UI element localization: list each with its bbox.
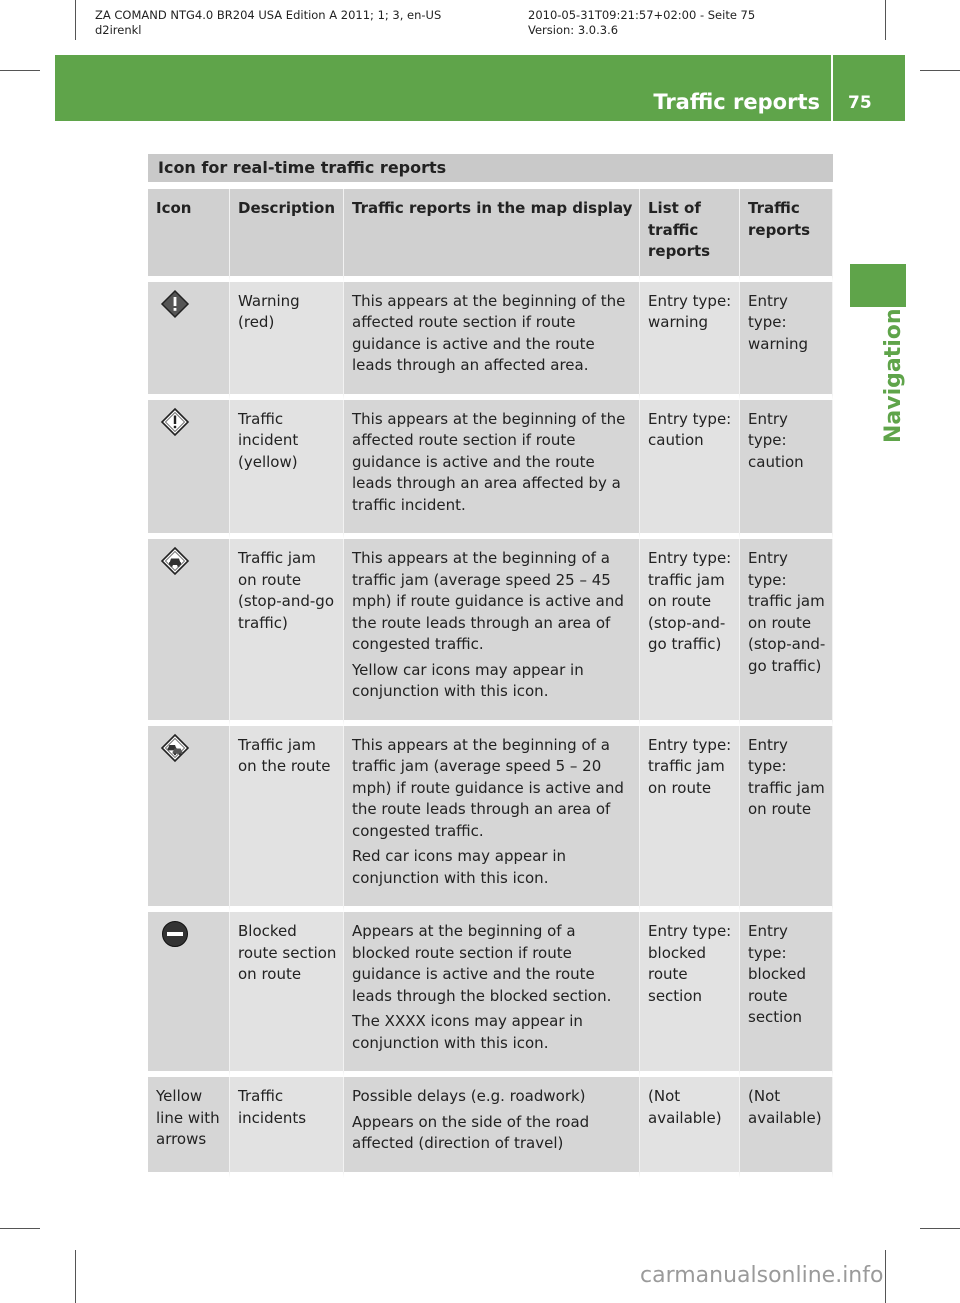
description-cell: Traffic incident (yellow) [230, 400, 344, 540]
column-header: List of traffic reports [640, 189, 740, 282]
column-header: Traffic reports [740, 189, 833, 282]
crop-mark [885, 1250, 886, 1303]
crop-mark [920, 70, 960, 71]
icon-cell [148, 726, 230, 913]
list-cell: (Not available) [640, 1077, 740, 1178]
map-display-paragraph: The XXXX icons may appear in conjunction with this icon. [352, 1012, 583, 1052]
table-row [148, 282, 833, 400]
reports-cell: Entry type: traffic jam on route [740, 726, 833, 913]
table-title: Icon for real-time traffic reports [148, 154, 833, 182]
traffic-jam-yellow-icon [160, 546, 190, 576]
map-display-paragraph: Red car icons may appear in conjunction with this icon. [352, 847, 567, 887]
map-display-paragraph: This appears at the beginning of the affected route section if route guidance is active and the route leads through an area affected by a traffic incident. [352, 409, 626, 514]
header-divider [831, 55, 833, 121]
map-display-paragraph: Appears on the side of the road affected (direction of travel) [352, 1112, 590, 1152]
page-number: 75 [848, 93, 872, 113]
reports-cell: Entry type: warning [740, 282, 833, 400]
crop-mark [75, 1250, 76, 1303]
icon-cell [148, 282, 230, 400]
blocked-route-icon [160, 919, 190, 949]
crop-mark [0, 1228, 40, 1229]
meta-line-1: ZA COMAND NTG4.0 BR204 USA Edition A 2011; 1; 3, en-US [95, 8, 442, 22]
description-cell: Traffic incidents [230, 1077, 344, 1178]
map-display-paragraph: This appears at the beginning of a traffic jam (average speed 25 – 45 mph) if route guidance is active and the route leads through an area of congested traffic. [352, 549, 624, 653]
table-header-row [148, 189, 833, 282]
map-display-cell [344, 282, 640, 400]
description-cell: Blocked route section on route [230, 912, 344, 1077]
description-cell: Warning (red) [230, 282, 344, 400]
crop-mark [920, 1228, 960, 1229]
table-row [148, 726, 833, 913]
watermark: carmanualsonline.info [640, 1263, 884, 1288]
map-display-cell [344, 1077, 640, 1178]
icon-cell [148, 1077, 230, 1178]
list-cell: Entry type: traffic jam on route [640, 726, 740, 913]
map-display-cell [344, 912, 640, 1077]
list-cell: Entry type: warning [640, 282, 740, 400]
crop-mark [885, 0, 886, 40]
traffic-jam-red-icon [160, 733, 190, 763]
column-header: Icon [148, 189, 230, 282]
table-row [148, 400, 833, 540]
description-cell: Traffic jam on the route [230, 726, 344, 913]
map-display-paragraph: Possible delays (e.g. roadwork) [352, 1087, 586, 1105]
table-row [148, 912, 833, 1077]
icon-cell [148, 912, 230, 1077]
column-header: Traffic reports in the map display [344, 189, 640, 282]
meta-line-3: 2010-05-31T09:21:57+02:00 - Seite 75 [528, 8, 756, 22]
icon-text: Yellow line with arrows [156, 1087, 220, 1148]
table-row [148, 1077, 833, 1178]
list-cell: Entry type: traffic jam on route (stop-and-go traffic) [640, 539, 740, 726]
traffic-icon-table [148, 189, 833, 1178]
reports-cell: Entry type: traffic jam on route (stop-and-go traffic) [740, 539, 833, 726]
map-display-cell [344, 400, 640, 540]
column-header: Description [230, 189, 344, 282]
meta-line-4: Version: 3.0.3.6 [528, 23, 619, 37]
crop-mark [0, 70, 40, 71]
table-row [148, 539, 833, 726]
map-display-paragraph: Appears at the beginning of a blocked route section if route guidance is active and the route leads through the blocked section. [352, 922, 612, 1005]
warning-red-icon [160, 289, 190, 319]
print-meta-right [528, 8, 755, 38]
map-display-paragraph: This appears at the beginning of a traffic jam (average speed 5 – 20 mph) if route guidance is active and the route leads through an area of congested traffic. [352, 735, 624, 840]
traffic-incident-icon [160, 407, 190, 437]
map-display-cell [344, 726, 640, 913]
map-display-paragraph: Yellow car icons may appear in conjunction with this icon. [352, 660, 584, 700]
crop-mark [75, 0, 76, 40]
section-label-text: Navigation [881, 308, 906, 443]
reports-cell: (Not available) [740, 1077, 833, 1178]
icon-cell [148, 400, 230, 540]
section-tab [850, 264, 906, 307]
icon-cell [148, 539, 230, 726]
description-cell: Traffic jam on route (stop-and-go traffic) [230, 539, 344, 726]
page-title: Traffic reports [653, 90, 820, 114]
reports-cell: Entry type: blocked route section [740, 912, 833, 1077]
meta-line-2: d2irenkl [95, 23, 142, 37]
section-label [845, 308, 906, 453]
list-cell: Entry type: caution [640, 400, 740, 540]
list-cell: Entry type: blocked route section [640, 912, 740, 1077]
reports-cell: Entry type: caution [740, 400, 833, 540]
map-display-paragraph: This appears at the beginning of the affected route section if route guidance is active and the route leads through an affected area. [352, 291, 626, 374]
map-display-cell [344, 539, 640, 726]
print-meta-left [95, 8, 441, 38]
